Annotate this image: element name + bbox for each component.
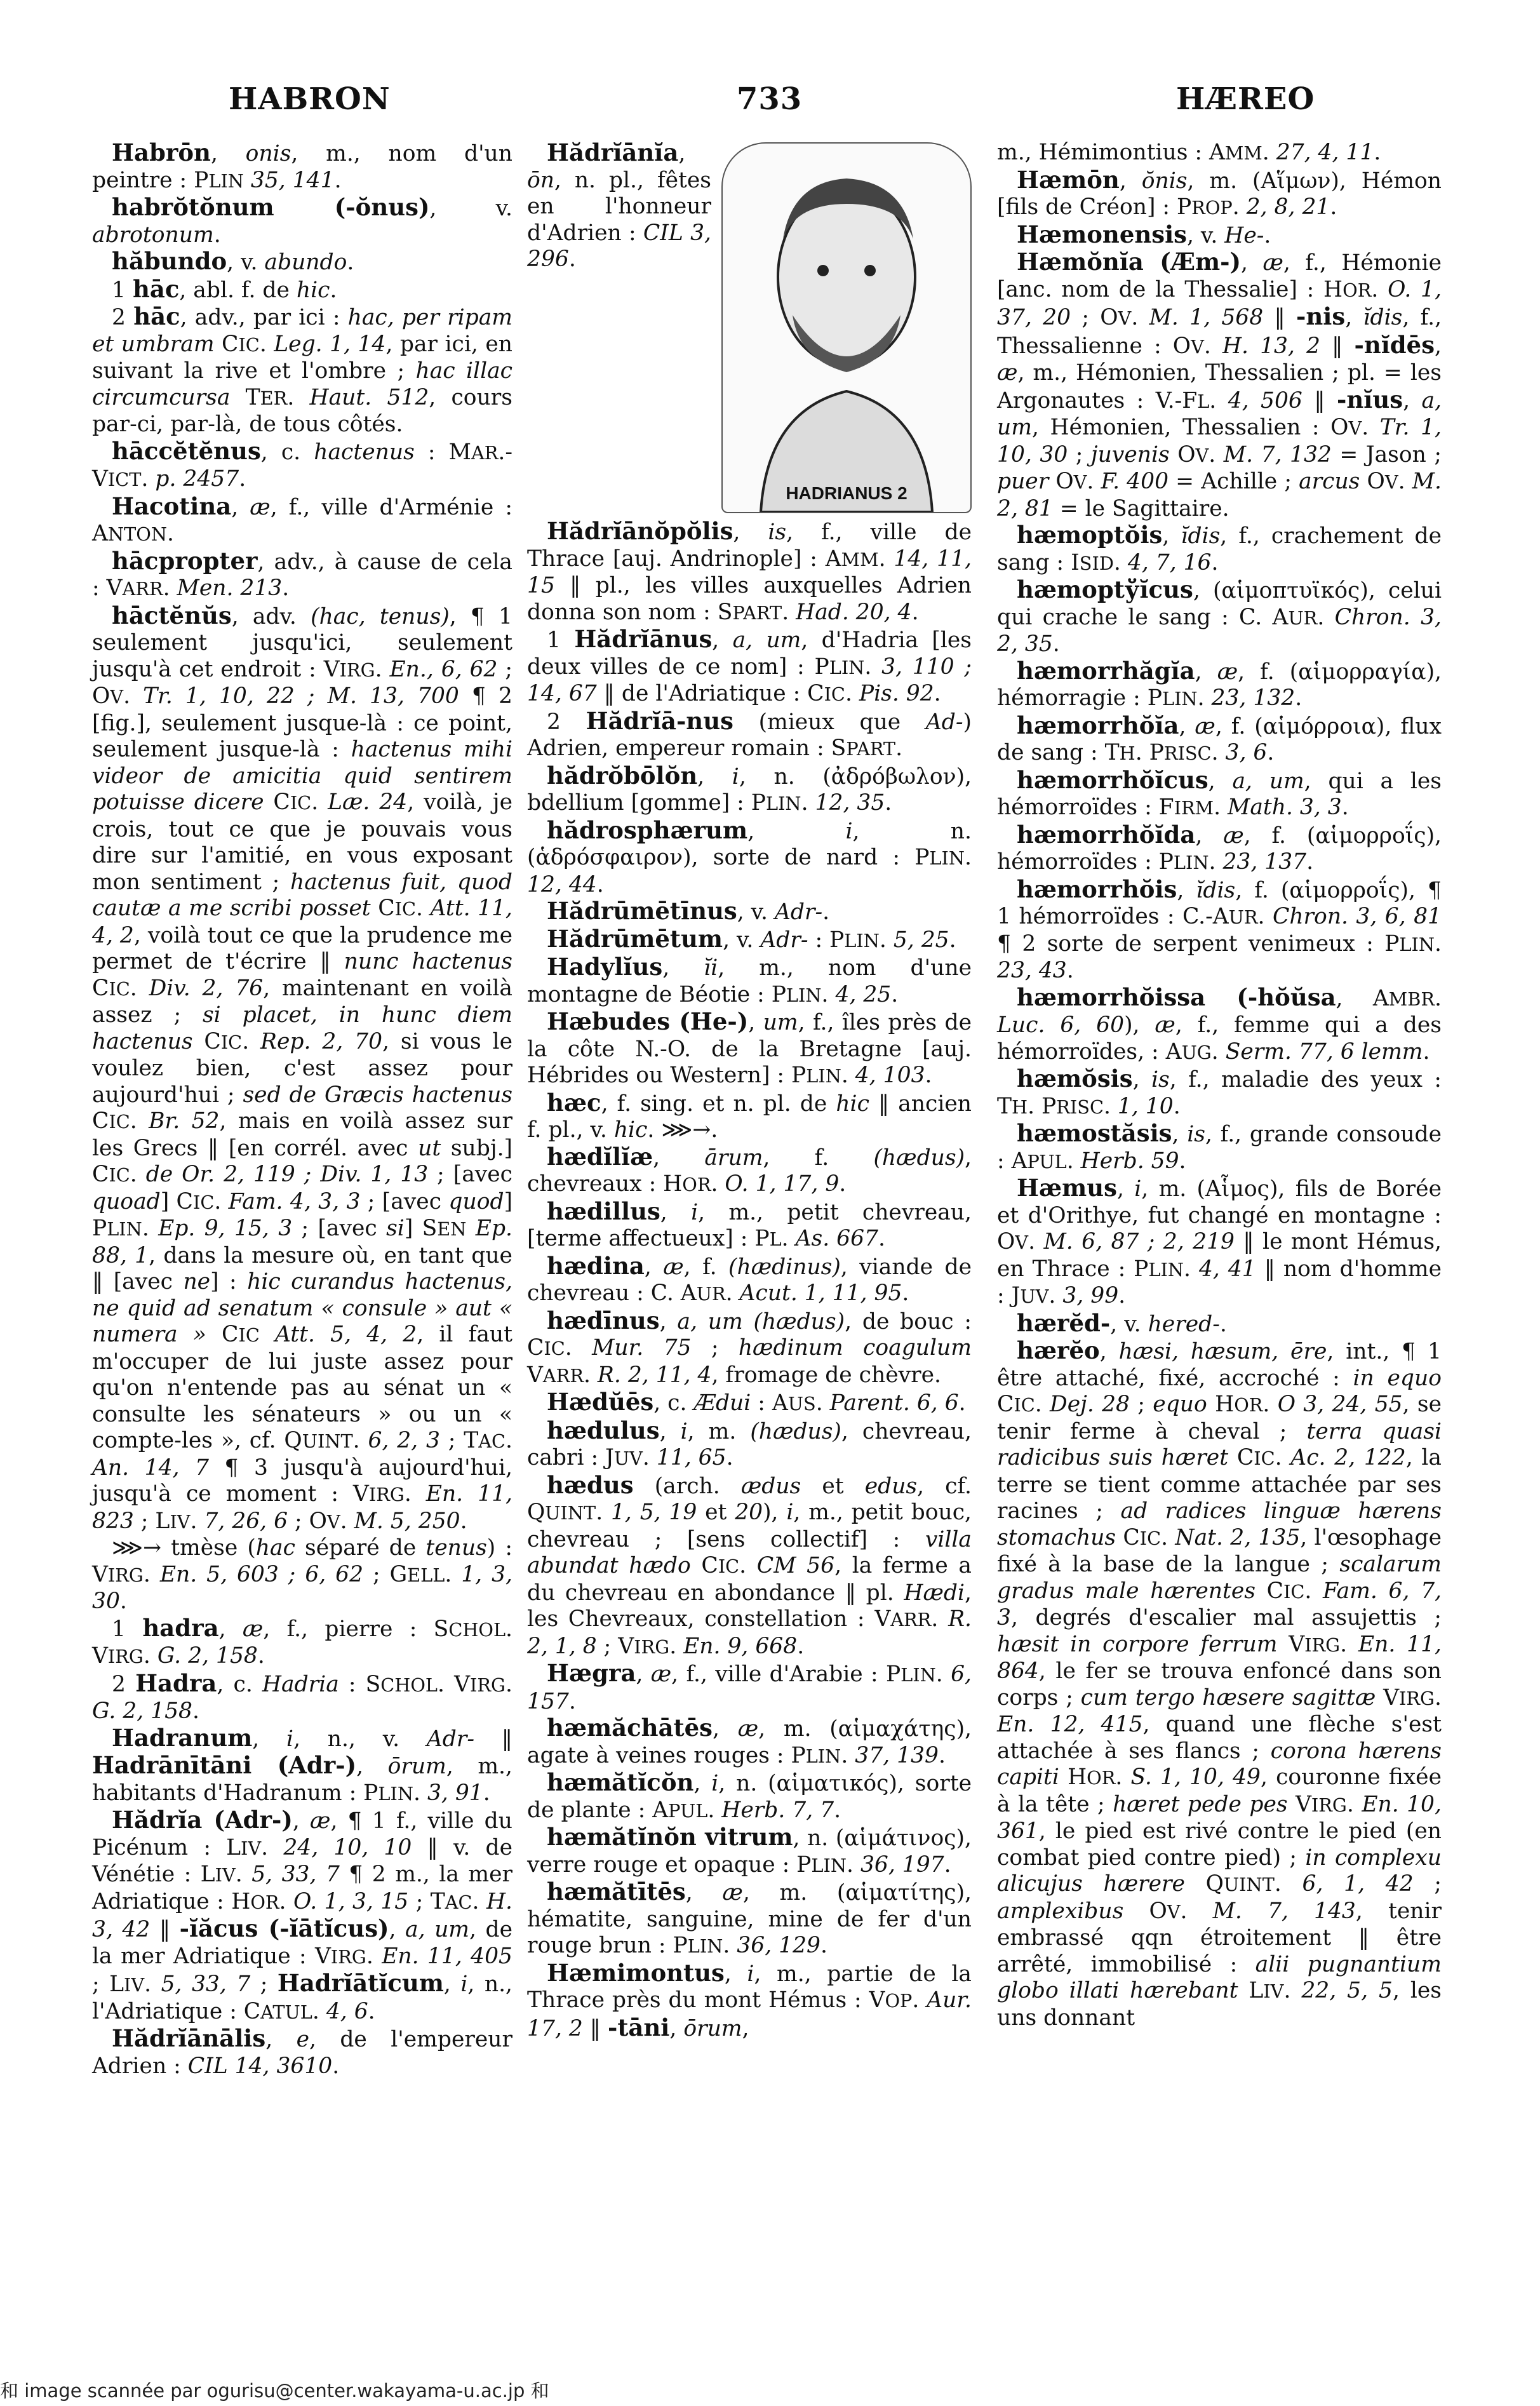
dictionary-entry: hæc, f. sing. et n. pl. de hic ‖ ancien f. pl., v. hic. ⋙→. <box>527 1088 972 1143</box>
figure-caption: HADRIANUS 2 <box>786 483 907 503</box>
dictionary-entry: ⋙→ tmèse (hac séparé de tenus) : VIRG. En. 5, 603 ; 6, 62 ; GELL. 1, 3, 30. <box>92 1535 512 1614</box>
dictionary-entry: hæmostăsis, is, f., grande consoude : APUL. Herb. 59. <box>997 1119 1442 1174</box>
page-number: 733 <box>737 81 803 117</box>
dictionary-entry: Hæmōn, ŏnis, m. (Αἵμων), Hémon [fils de Créon] : PROP. 2, 8, 21. <box>997 165 1442 220</box>
dictionary-entry: Hădrĭānĭa, ōn, n. pl., fêtes en l'honneur d'Adrien : CIL 3, 296. <box>527 138 711 272</box>
dictionary-entry: hæmorrhŏĭcus, a, um, qui a les hémorroïdes : FIRM. Math. 3, 3. <box>997 765 1442 820</box>
dictionary-entry: habrŏtŏnum (-ŏnus), v. abrotonum. <box>92 193 513 248</box>
bust-drawing <box>723 144 970 512</box>
dictionary-entry: hæmorrhŏĭa, æ, f. (αἱμόρροια), flux de sang : TH. PRISC. 3, 6. <box>997 711 1442 765</box>
dictionary-entry: Hădrūmētīnus, v. Adr-. <box>547 897 830 925</box>
dictionary-entry: 2 Hădrĭā-nus (mieux que Ad-) Adrien, empereur romain : SPART. <box>527 706 972 761</box>
dictionary-entry: Hæmonensis, v. He-. <box>1017 220 1271 248</box>
dictionary-entry: Hæmŏnĭa (Æm-), æ, f., Hémonie [anc. nom de la Thessalie] : HOR. O. 1, 37, 20 ; OV. M. 1, 568 ‖ -nis, ĭdis, f., Thessalienne : OV. H. 13, 2 ‖ -nĭdēs, æ, m., Hémonien, Thessalien ; pl. = les Argonautes : V.-FL. 4, 506 ‖ -nĭus, a, um, Hémonien, Thessalien : OV. Tr. 1, 10, 30 ; juvenis OV. M. 7, 132 = Jason ; puer OV. F. 400 = Achille ; arcus OV. M. 2, 81 = le Sagittaire. <box>997 248 1442 521</box>
dictionary-entry: Habrōn, onis, m., nom d'un peintre : PLIN 35, 141. <box>92 138 512 193</box>
dictionary-entry: hăbundo, v. abundo. <box>112 247 354 275</box>
dictionary-entry: Hădrĭānālis, e, de l'empereur Adrien : CIL 14, 3610. <box>92 2024 512 2079</box>
dictionary-entry: hærĕd-, v. hered-. <box>1017 1308 1227 1337</box>
dictionary-entry: Hæmimontus, i, m., partie de la Thrace près du mont Hémus : VOP. Aur. 17, 2 ‖ -tāni, ōrum, <box>527 1958 972 2041</box>
dictionary-entry: 1 hadra, æ, f., pierre : SCHOL. VIRG. G. 2, 158. <box>92 1613 513 1669</box>
dictionary-entry: hædĭlĭæ, ārum, f. (hædus), chevreaux : HOR. O. 1, 17, 9. <box>527 1142 972 1197</box>
dictionary-entry: hāctĕnŭs, adv. (hac, tenus), ¶ 1 seulement jusqu'ici, seulement jusqu'à cet endroit : VIRG. En., 6, 62 ; OV. Tr. 1, 10, 22 ; M. 13, 700 ¶ 2 [fig.], seulement jusque-là : ce point, seulement jusque-là : hactenus mihi videor de amicitia quid sentirem potuisse dicere CIC. Læ. 24, voilà, je crois, tout ce que je pouvais vous dire sur l'amitié, en vous exposant mon sentiment ; hactenus fuit, quod cautæ a me scribi posset CIC. Att. 11, 4, 2, voilà tout ce que la prudence me permet de t'écrire ‖ nunc hactenus CIC. Div. 2, 76, maintenant en voilà assez ; si placet, in hunc diem hactenus CIC. Rep. 2, 70, si vous le voulez bien, c'est assez pour aujourd'hui ; sed de Græcis hactenus CIC. Br. 52, mais en voilà assez sur les Grecs ‖ [en corrél. avec ut subj.] CIC. de Or. 2, 119 ; Div. 1, 13 ; [avec quoad] CIC. Fam. 4, 3, 3 ; [avec quod] PLIN. Ep. 9, 15, 3 ; [avec si] SEN Ep. 88, 1, dans la mesure où, en tant que ‖ [avec ne] : hic curandus hactenus, ne quid ad senatum « consule » aut « numera » CIC Att. 5, 4, 2, il faut m'occuper de lui juste assez pour qu'on n'entende pas au sénat un « consulte les sénateurs » ou un « compte-les », cf. QUINT. 6, 2, 3 ; TAC. An. 14, 7 ¶ 3 jusqu'à aujourd'hui, jusqu'à ce moment : VIRG. En. 11, 823 ; LIV. 7, 26, 6 ; OV. M. 5, 250. <box>92 601 513 1534</box>
scan-credit: 和 image scannée par ogurisu@center.wakayama-u.ac.jp 和 <box>0 2380 549 2402</box>
dictionary-column-3 <box>997 140 1442 2031</box>
dictionary-entry: hæmorrhăgĭa, æ, f. (αἱμορραγία), hémorragie : PLIN. 23, 132. <box>997 656 1442 711</box>
dictionary-entry: 2 hāc, adv., par ici : hac, per ripam et umbram CIC. Leg. 1, 14, par ici, en suivant la rive et l'ombre ; hac illac circumcursa TER. Haut. 512, cours par-ci, par-là, de tous côtés. <box>92 302 512 437</box>
dictionary-entry: hædina, æ, f. (hædinus), viande de chevreau : C. AUR. Acut. 1, 11, 95. <box>527 1251 972 1306</box>
dictionary-entry: Hadranum, i, n., v. Adr- ‖ Hadrānītāni (Adr-), ōrum, m., habitants d'Hadranum : PLIN. 3, 91. <box>92 1723 512 1806</box>
dictionary-entry: hădrosphærum, i, n. (ἁδρόσφαιρον), sorte de nard : PLIN. 12, 44. <box>527 816 972 897</box>
dictionary-entry: Hæmus, i, m. (Αἷμος), fils de Borée et d'Orithye, fut changé en montagne : OV. M. 6, 87 ; 2, 219 ‖ le mont Hémus, en Thrace : PLIN. 4, 41 ‖ nom d'homme : JUV. 3, 99. <box>997 1174 1442 1308</box>
dictionary-entry: 2 Hadra, c. Hadria : SCHOL. VIRG. G. 2, 158. <box>92 1669 512 1724</box>
dictionary-entry: hæmătĭcŏn, i, n. (αἱματικός), sorte de plante : APUL. Herb. 7, 7. <box>527 1768 972 1823</box>
dictionary-entry: hædillus, i, m., petit chevreau, [terme affectueux] : PL. As. 667. <box>527 1197 972 1251</box>
dictionary-entry: hāccĕtĕnus, c. hactenus : MAR.-VICT. p. 2457. <box>92 436 512 492</box>
dictionary-entry: hæmoptўĭcus, (αἱμοπτυϊκός), celui qui crache le sang : C. AUR. Chron. 3, 2, 35. <box>997 575 1442 657</box>
dictionary-entry: Hacotina, æ, f., ville d'Arménie : ANTON. <box>92 492 512 546</box>
dictionary-entry: hæmorrhŏissa (-hŏŭsa, AMBR. Luc. 6, 60), æ, f., femme qui a des hémorroïdes, : AUG. Serm. 77, 6 lemm. <box>997 983 1442 1065</box>
dictionary-entry: hācpropter, adv., à cause de cela : VARR. Men. 213. <box>92 546 512 601</box>
eye-right <box>864 265 876 276</box>
dictionary-entry: hæmorrhŏĭda, æ, f. (αἱμορροΐς), hémorroïdes : PLIN. 23, 137. <box>997 820 1442 875</box>
dictionary-entry: hæmătītēs, æ, m. (αἱματίτης), hématite, sanguine, mine de fer d'un rouge brun : PLIN. 36, 129. <box>527 1878 972 1958</box>
dictionary-entry: hæmoptŏis, ĭdis, f., crachement de sang : ISID. 4, 7, 16. <box>997 521 1442 575</box>
dictionary-entry: hæmătĭnŏn vitrum, n. (αἱμάτινος), verre rouge et opaque : PLIN. 36, 197. <box>527 1823 972 1878</box>
eye-left <box>817 265 829 276</box>
running-head-left: HABRON <box>229 81 391 117</box>
dictionary-entry: Hădrĭānŏpŏlis, is, f., ville de Thrace [auj. Andrinople] : AMM. 14, 11, 15 ‖ pl., les villes auxquelles Adrien donna son nom : SPART. Had. 20, 4. <box>527 517 972 625</box>
hadrianus-bust-illustration <box>721 142 972 513</box>
dictionary-entry: hædus (arch. ædus et edus, cf. QUINT. 1, 5, 19 et 20), i, m., petit bouc, chevreau ; [sens collectif] : villa abundat hædo CIC. CM 56, la ferme a du chevreau en abondance ‖ pl. Hædi, les Chevreaux, constellation : VARR. R. 2, 1, 8 ; VIRG. En. 9, 668. <box>527 1470 972 1659</box>
dictionary-entry: hærĕo, hæsi, hæsum, ēre, int., ¶ 1 être attaché, fixé, accroché : in equo CIC. Dej. 28 ; equo HOR. O 3, 24, 55, se tenir ferme à cheval ; terra quasi radicibus suis hæret CIC. Ac. 2, 122, la terre se tient comme attachée par ses racines ; ad radices linguæ hærens stomachus CIC. Nat. 2, 135, l'œsophage fixé à la base de la langue ; scalarum gradus male hærentes CIC. Fam. 6, 7, 3, degrés d'escalier mal assujettis ; hæsit in corpore ferrum VIRG. En. 11, 864, le fer se trouva enfoncé dans son corps ; cum tergo hæsere sagittæ VIRG. En. 12, 415, quand une flèche s'est attachée à ses flancs ; corona hærens capiti HOR. S. 1, 10, 49, couronne fixée à la tête ; hæret pede pes VIRG. En. 10, 361, le pied est rivé contre le pied (en combat pied contre pied) ; in complexu alicujus hærere QUINT. 6, 1, 42 ; amplexibus OV. M. 7, 143, tenir embrassé qqn étroitement ‖ être arrêté, immobilisé : alii pugnantium globo illati hærebant LIV. 22, 5, 5, les uns donnant <box>997 1336 1442 2031</box>
dictionary-entry: Hædŭēs, c. Ædui : AUS. Parent. 6, 6. <box>547 1388 966 1416</box>
dictionary-entry: Hădrūmētum, v. Adr- : PLIN. 5, 25. <box>547 924 956 953</box>
dictionary-entry: Hădrĭa (Adr-), æ, ¶ 1 f., ville du Picénum : LIV. 24, 10, 10 ‖ v. de Vénétie : LIV. 5, 33, 7 ¶ 2 m., la mer Adriatique : HOR. O. 1, 3, 15 ; TAC. H. 3, 42 ‖ -ĭăcus (-ĭātĭcus), a, um, de la mer Adriatique : VIRG. En. 11, 405 ; LIV. 5, 33, 7 ; Hadrĭātĭcum, i, n., l'Adriatique : CATUL. 4, 6. <box>92 1806 513 2024</box>
dictionary-entry: 1 Hădrĭānus, a, um, d'Hadria [les deux villes de ce nom] : PLIN. 3, 110 ; 14, 67 ‖ de l'Adriatique : CIC. Pis. 92. <box>527 625 972 706</box>
dictionary-entry: hæmŏsis, is, f., maladie des yeux : TH. PRISC. 1, 10. <box>997 1065 1442 1119</box>
dictionary-entry: Hægra, æ, f., ville d'Arabie : PLIN. 6, 157. <box>527 1659 972 1714</box>
dictionary-column-1 <box>92 140 512 2080</box>
dictionary-entry: m., Hémimontius : AMM. 27, 4, 11. <box>997 140 1381 165</box>
dictionary-entry: 1 hāc, abl. f. de hic. <box>112 274 337 303</box>
dictionary-entry: hădrŏbōlŏn, i, n. (ἀδρόβωλον), bdellium [gomme] : PLIN. 12, 35. <box>527 761 972 816</box>
dictionary-entry: Hadylĭus, ĭi, m., nom d'une montagne de Béotie : PLIN. 4, 25. <box>527 953 972 1007</box>
dictionary-entry: hædīnus, a, um (hædus), de bouc : CIC. Mur. 75 ; hædinum coagulum VARR. R. 2, 11, 4, fromage de chèvre. <box>527 1306 972 1388</box>
dictionary-entry: hæmăchātēs, æ, m. (αἱμαχάτης), agate à veines rouges : PLIN. 37, 139. <box>527 1714 972 1768</box>
running-head-right: HÆREO <box>1176 81 1315 117</box>
dictionary-entry: Hæbudes (He-), um, f., îles près de la côte N.-O. de la Bretagne [auj. Hébrides ou Western] : PLIN. 4, 103. <box>527 1007 972 1088</box>
dictionary-column-2 <box>527 140 972 2042</box>
dictionary-entry: hæmorrhŏis, ĭdis, f. (αἱμορροΐς), ¶ 1 hémorroïdes : C.-AUR. Chron. 3, 6, 81 ¶ 2 sorte de serpent venimeux : PLIN. 23, 43. <box>997 875 1442 983</box>
dictionary-entry: hædulus, i, m. (hædus), chevreau, cabri : JUV. 11, 65. <box>527 1416 972 1470</box>
